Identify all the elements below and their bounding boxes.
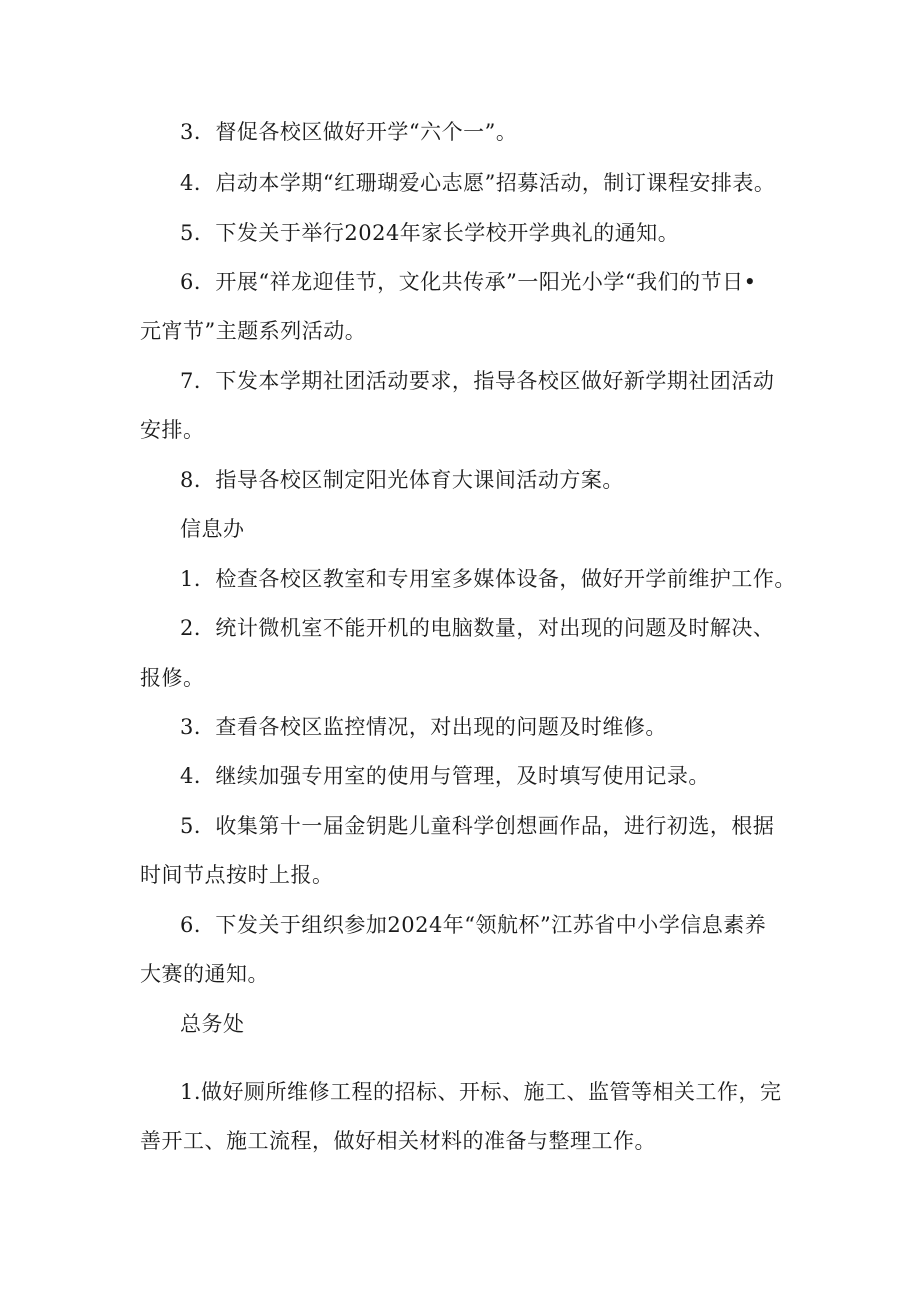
paragraph-line: 4．继续加强专用室的使用与管理，及时填写使用记录。 — [180, 764, 710, 788]
paragraph-line: 5．收集第十一届金钥匙儿童科学创想画作品，进行初选，根据 — [180, 814, 775, 838]
paragraph-line: 4．启动本学期“红珊瑚爱心志愿”招募活动，制订课程安排表。 — [180, 171, 776, 195]
paragraph-line: 时间节点按时上报。 — [140, 863, 334, 887]
paragraph-line: 8．指导各校区制定阳光体育大课间活动方案。 — [180, 468, 624, 492]
paragraph-line: 善开工、施工流程，做好相关材料的准备与整理工作。 — [140, 1129, 656, 1153]
section-heading: 信息办 — [180, 517, 245, 541]
paragraph-line: 安排。 — [140, 418, 205, 442]
paragraph-line: 元宵节”主题系列活动。 — [140, 319, 367, 343]
paragraph-line: 1．检查各校区教室和专用室多媒体设备，做好开学前维护工作。 — [180, 567, 796, 591]
paragraph-line: 报修。 — [140, 666, 205, 690]
paragraph-line: 3．查看各校区监控情况，对出现的问题及时维修。 — [180, 715, 667, 739]
paragraph-line: 6．下发关于组织参加2024年“领航杯”江苏省中小学信息素养 — [180, 913, 767, 937]
paragraph-line: 2．统计微机室不能开机的电脑数量，对出现的问题及时解决、 — [180, 616, 775, 640]
paragraph-line: 5．下发关于举行2024年家长学校开学典礼的通知。 — [180, 221, 680, 245]
paragraph-line: 3．督促各校区做好开学“六个一”。 — [180, 120, 518, 144]
paragraph-line: 1.做好厕所维修工程的招标、开标、施工、监管等相关工作，完 — [180, 1080, 782, 1104]
paragraph-line: 6．开展“祥龙迎佳节，文化共传承”一阳光小学“我们的节日• — [180, 270, 757, 294]
paragraph-line: 7．下发本学期社团活动要求，指导各校区做好新学期社团活动 — [180, 369, 775, 393]
paragraph-line: 大赛的通知。 — [140, 962, 269, 986]
section-heading: 总务处 — [180, 1012, 245, 1036]
